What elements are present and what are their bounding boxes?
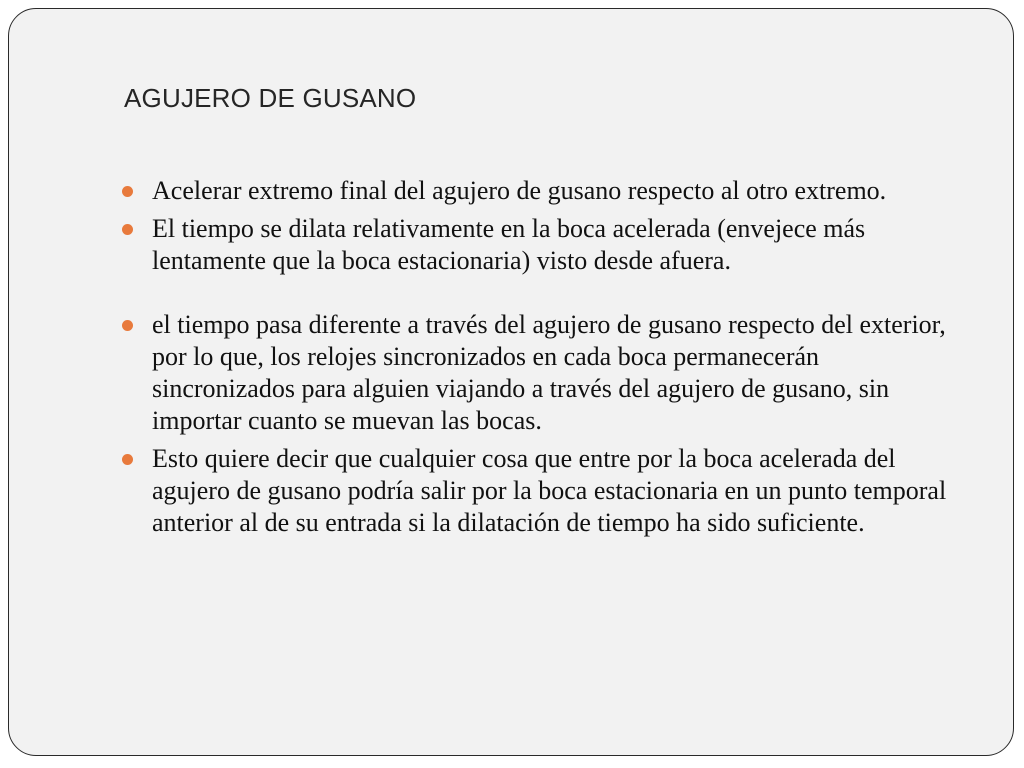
bullet-item-3	[152, 309, 952, 437]
slide-frame	[8, 8, 1014, 756]
bullet-dot-icon	[122, 186, 133, 197]
bullet-text: Esto quiere decir que cualquier cosa que entre por la boca acelerada del agujero de gusano podría salir por la boca estacionaria en un punto temporal anterior al de su entrada si la dilatación de tiempo ha sido suficiente.	[152, 444, 947, 537]
bullet-dot-icon	[122, 224, 133, 235]
slide-title: AGUJERO DE GUSANO	[124, 83, 417, 113]
bullet-item-1	[152, 175, 952, 207]
bullet-dot-icon	[122, 320, 133, 331]
bullet-dot-icon	[122, 454, 133, 465]
bullet-text: Acelerar extremo final del agujero de gusano respecto al otro extremo.	[152, 176, 887, 205]
bullet-text: El tiempo se dilata relativamente en la boca acelerada (envejece más lentamente que la boca estacionaria) visto desde afuera.	[152, 214, 866, 275]
bullet-item-2	[152, 213, 952, 277]
bullet-item-4	[152, 443, 952, 539]
bullet-text: el tiempo pasa diferente a través del agujero de gusano respecto del exterior, por lo que, los relojes sincronizados en cada boca permanecerán sincronizados para alguien viajando a través del agujero de gusano, sin importar cuanto se muevan las bocas.	[152, 310, 946, 435]
bullet-list	[152, 175, 952, 545]
